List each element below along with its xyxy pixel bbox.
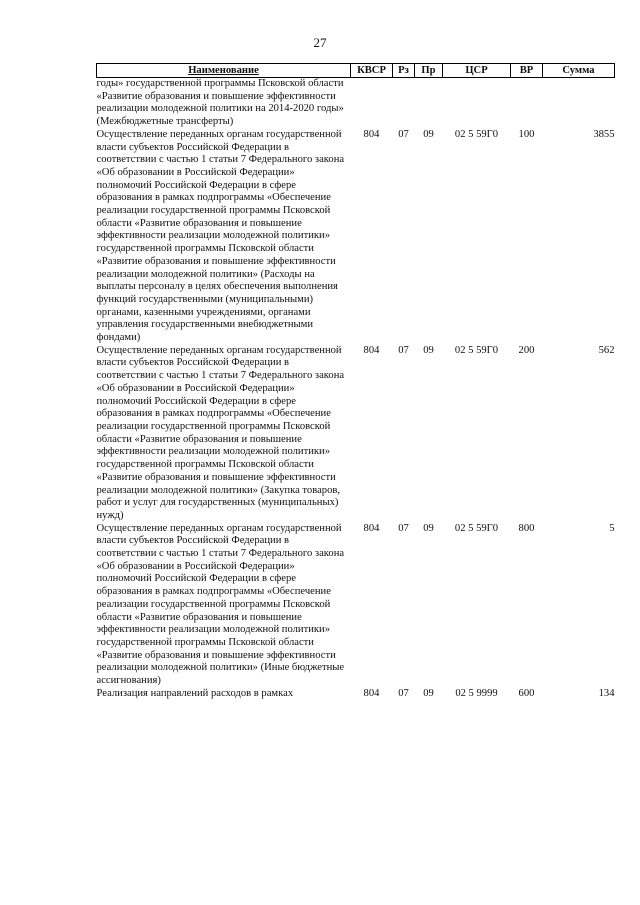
table-row [97, 688, 615, 701]
row-rz: 07 [398, 128, 409, 140]
budget-table [96, 63, 615, 700]
row-name: Осуществление переданных органам государственной власти субъектов Российской Федерации в соответствии с частью 1 статьи 7 Федерального закона «Об образовании в Российской Федерации» полномочий Российской Федерации в сфере образования в рамках подпрограммы «Обеспечение реализации государственной программы Псковской области «Развитие образования и повышение эффективности реализации молодежной политики» государственной программы Псковской области «Развитие образования и повышение эффективности реализации молодежной политики» (Расходы на выплаты персоналу в целях обеспечения выполнения функций государственными (муниципальными) органами, казенными учреждениями, органами управления государственными внебюджетными фондами) [96, 128, 345, 344]
row-pr: 09 [423, 128, 434, 140]
row-sum: 5 [609, 522, 615, 534]
table-row [97, 78, 615, 129]
row-pr: 09 [423, 344, 434, 356]
header-kvsr: КВСР [351, 64, 393, 78]
row-csr: 02 5 9999 [455, 687, 498, 699]
row-vr: 100 [518, 128, 535, 140]
row-csr: 02 5 59Г0 [454, 522, 499, 534]
header-sum: Сумма [543, 64, 615, 78]
header-pr: Пр [415, 64, 443, 78]
row-vr [511, 78, 543, 129]
row-vr: 800 [518, 522, 535, 534]
row-name: Реализация направлений расходов в рамках [96, 687, 294, 699]
row-sum: 3855 [593, 128, 615, 140]
header-vr: ВР [511, 64, 543, 78]
row-name: Осуществление переданных органам государственной власти субъектов Российской Федерации в соответствии с частью 1 статьи 7 Федерального закона «Об образовании в Российской Федерации» полномочий Российской Федерации в сфере образования в рамках подпрограммы «Обеспечение реализации государственной программы Псковской области «Развитие образования и повышение эффективности реализации молодежной политики» государственной программы Псковской области «Развитие образования и повышение эффективности реализации молодежной политики» (Закупка товаров, работ и услуг для государственных (муниципальных) нужд) [96, 344, 345, 521]
row-csr: 02 5 59Г0 [454, 128, 499, 140]
row-kvsr: 804 [363, 687, 380, 699]
row-kvsr: 804 [363, 522, 380, 534]
row-csr [443, 78, 511, 129]
row-vr: 200 [518, 344, 535, 356]
row-kvsr: 804 [363, 128, 380, 140]
header-rz: Рз [393, 64, 415, 78]
row-rz: 07 [398, 687, 409, 699]
row-name: годы» государственной программы Псковской области «Развитие образования и повышение эффективности реализации молодежной политики на 2014-2020 годы» (Межбюджетные трансферты) [96, 78, 344, 128]
row-kvsr: 804 [363, 344, 380, 356]
row-csr: 02 5 59Г0 [454, 344, 499, 356]
table-row [97, 523, 615, 688]
row-pr: 09 [423, 687, 434, 699]
table-row [97, 129, 615, 345]
row-vr: 600 [518, 687, 535, 699]
table-header-row [97, 64, 615, 78]
row-rz: 07 [398, 344, 409, 356]
row-pr: 09 [423, 522, 434, 534]
header-name: Наименование [97, 64, 351, 78]
row-name: Осуществление переданных органам государственной власти субъектов Российской Федерации в соответствии с частью 1 статьи 7 Федерального закона «Об образовании в Российской Федерации» полномочий Российской Федерации в сфере образования в рамках подпрограммы «Обеспечение реализации государственной программы Псковской области «Развитие образования и повышение эффективности реализации молодежной политики» государственной программы Псковской области «Развитие образования и повышение эффективности реализации молодежной политики» (Иные бюджетные ассигнования) [96, 522, 345, 687]
header-csr: ЦСР [443, 64, 511, 78]
row-sum: 134 [598, 687, 615, 699]
row-rz: 07 [398, 522, 409, 534]
row-kvsr [351, 78, 393, 129]
row-sum: 562 [598, 344, 615, 356]
row-rz [393, 78, 415, 129]
table-row [97, 345, 615, 523]
row-sum [543, 78, 615, 129]
row-pr [415, 78, 443, 129]
page-number: 27 [313, 35, 327, 50]
